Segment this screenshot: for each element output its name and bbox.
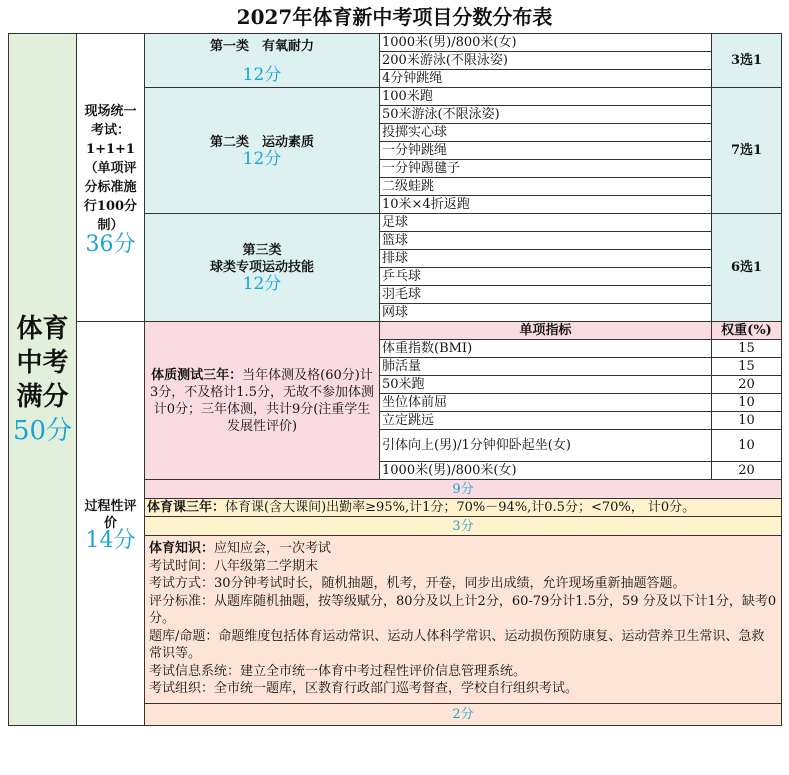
category-1-score: 12分 — [242, 64, 282, 85]
fitness-item: 引体向上(男)/1分钟仰卧起坐(女) — [380, 430, 712, 462]
knowledge-line: 考试方式：30分钟考试时长，随机抽题，机考，开卷，同步出成绩，允许现场重新抽题答题。 — [149, 576, 686, 591]
category-3-pick: 6选1 — [712, 214, 782, 322]
pe-class-cell — [145, 499, 782, 517]
process-eval-cell — [77, 322, 145, 726]
category-2-pick: 7选1 — [712, 88, 782, 214]
fitness-score: 9分 — [145, 480, 782, 499]
category-2-item: 一分钟跳绳 — [380, 142, 712, 160]
knowledge-score: 2分 — [145, 704, 782, 726]
process-label: 过程性评价 — [84, 499, 137, 531]
col-header-item: 单项指标 — [380, 322, 712, 340]
category-3-item: 网球 — [380, 304, 712, 322]
knowledge-heading-rest: 应知应会，一次考试 — [214, 541, 332, 556]
onsite-score: 36分 — [85, 231, 136, 257]
fitness-weight: 15 — [712, 340, 782, 358]
process-score: 14分 — [85, 528, 136, 553]
category-1-cell — [145, 34, 380, 88]
knowledge-cell — [145, 536, 782, 704]
page-title: 2027年体育新中考项目分数分布表 — [236, 5, 553, 29]
fitness-desc: 当年体测及格(60分)计3分，不及格计1.5分，无故不参加体测计0分；三年体测，共计9分(注重学生发展性评价) — [150, 367, 374, 434]
fitness-weight: 10 — [712, 430, 782, 462]
category-1-item: 4分钟跳绳 — [380, 70, 712, 88]
fitness-weight: 20 — [712, 462, 782, 480]
fitness-item: 肺活量 — [380, 358, 712, 376]
fitness-weight: 15 — [712, 358, 782, 376]
category-1-item: 1000米(男)/800米(女) — [380, 34, 712, 52]
onsite-label: 现场统一考试：1+1+1（单项评分标准施行100分制） — [83, 103, 138, 233]
fitness-item: 50米跑 — [380, 376, 712, 394]
category-3-score: 12分 — [242, 274, 282, 294]
col-header-weight: 权重(%) — [712, 322, 782, 340]
onsite-exam-cell — [77, 34, 145, 322]
category-3-item: 足球 — [380, 214, 712, 232]
knowledge-line: 评分标准：从题库随机抽题，按等级赋分，80分及以上计2分，60-79分计1.5分，59 分及以下计1分，缺考0分。 — [149, 593, 777, 626]
category-1-item: 200米游泳(不限泳姿) — [380, 52, 712, 70]
pe-class-desc: 体育课(含大课间)出勤率≥95%,计1分；70%－94%,计0.5分；<70%， 计0分。 — [225, 500, 696, 515]
category-2-item: 10米×4折返跑 — [380, 196, 712, 214]
total-score: 50分 — [12, 415, 73, 446]
knowledge-line: 题库/命题：命题维度包括体育运动常识、运动人体科学常识、运动损伤预防康复、运动营养卫生常识、急救常识等。 — [149, 628, 765, 661]
category-2-item: 100米跑 — [380, 88, 712, 106]
knowledge-line: 考试信息系统：建立全市统一体育中考过程性评价信息管理系统。 — [149, 663, 527, 679]
category-2-item: 50米游泳(不限泳姿) — [380, 106, 712, 124]
category-3-name-line1: 第三类 — [242, 243, 282, 258]
category-3-name-line2: 球类专项运动技能 — [209, 260, 314, 275]
category-2-name: 第二类 运动素质 — [209, 134, 314, 150]
knowledge-heading: 体育知识： — [149, 541, 215, 556]
category-2-item: 二级蛙跳 — [380, 178, 712, 196]
category-2-item: 投掷实心球 — [380, 124, 712, 142]
knowledge-line: 考试组织：全市统一题库，区教育行政部门巡考督查，学校自行组织考试。 — [149, 681, 579, 696]
fitness-item: 1000米(男)/800米(女) — [380, 462, 712, 480]
category-1-name: 第一类 有氧耐力 — [209, 38, 314, 54]
fitness-heading: 体质测试三年： — [151, 367, 243, 383]
knowledge-line: 考试时间：八年级第二学期末 — [149, 558, 319, 574]
category-3-item: 排球 — [380, 250, 712, 268]
category-3-item: 羽毛球 — [380, 286, 712, 304]
fitness-item: 坐位体前屈 — [380, 394, 712, 412]
fitness-test-cell — [145, 322, 380, 480]
category-2-item: 一分钟踢毽子 — [380, 160, 712, 178]
fitness-item: 体重指数(BMI) — [380, 340, 712, 358]
category-1-pick: 3选1 — [712, 34, 782, 88]
pe-class-heading: 体育课三年： — [147, 500, 226, 515]
fitness-weight: 10 — [712, 412, 782, 430]
category-2-cell — [145, 88, 380, 214]
total-label: 体育 中考 满分 — [16, 313, 69, 412]
category-3-cell — [145, 214, 380, 322]
fitness-weight: 10 — [712, 394, 782, 412]
category-3-item: 篮球 — [380, 232, 712, 250]
score-distribution-table — [8, 33, 782, 726]
fitness-item: 立定跳远 — [380, 412, 712, 430]
category-3-item: 乒乓球 — [380, 268, 712, 286]
fitness-weight: 20 — [712, 376, 782, 394]
total-score-cell — [9, 34, 77, 726]
category-2-score: 12分 — [242, 148, 282, 169]
pe-class-score: 3分 — [145, 517, 782, 536]
